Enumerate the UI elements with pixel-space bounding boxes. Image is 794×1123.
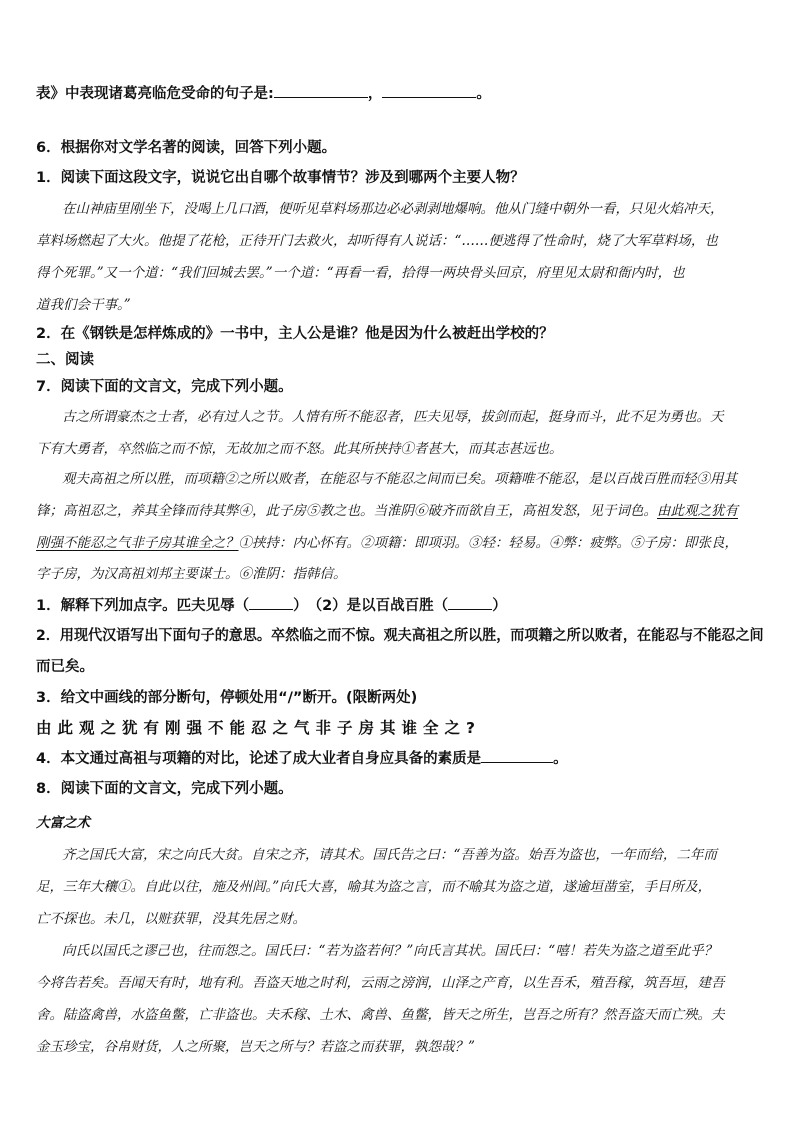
q7-passage-text: 锋；高祖忍之，养其全锋而待其弊④，此子房⑤教之也。当淮阴⑥破齐而欲自王，高祖发怒，见于词色。 (36, 503, 657, 519)
q7-title: 7．阅读下面的文言文，完成下列小题。 (36, 379, 293, 395)
q7-passage-line (36, 499, 738, 519)
q7-sub2-line: 而已矣。 (36, 659, 94, 675)
underlined-phrase: 由此观之犹有 (657, 503, 738, 519)
q5-tail-comma: ， (367, 86, 383, 102)
q7-sub3-sentence: 由此观之犹有刚强不能忍之气非子房其谁全之? (36, 719, 481, 737)
q7-passage-line (36, 531, 738, 551)
q8-passage-line: 今将告若矣。吾闻天有时，地有利。吾盗天地之时利，云雨之滂润，山泽之产育，以生吾禾，殖吾稼，筑吾垣，建吾 (36, 975, 725, 991)
q7-sub3: 3．给文中画线的部分断句，停顿处用“/”断开。(限断两处) (36, 690, 418, 706)
section-heading: 二、阅读 (36, 352, 94, 368)
q6-passage-line: 草料场燃起了大火。他提了花枪，正待开门去救火，却听得有人说话：“……便逃得了性命时，烧了大军草料场，也 (36, 233, 718, 249)
q7-sub1-text: ） （2）是以百战百胜（ (293, 598, 449, 614)
underlined-phrase: 刚强不能忍之气非子房其谁全之？ (36, 535, 239, 551)
q5-tail-text: 表》中表现诸葛亮临危受命的句子是: (36, 86, 274, 102)
answer-blank[interactable] (274, 83, 368, 98)
q8-passage-line: 齐之国氏大富，宋之向氏大贫。自宋之齐，请其术。国氏告之曰：“吾善为盗。始吾为盗也，一年而给，二年而 (62, 847, 717, 863)
q6-passage-line: 道我们会干事。” (36, 297, 131, 313)
q7-sub4 (36, 747, 568, 768)
q5-tail-end: 。 (476, 86, 491, 102)
q8-passage-line: 金玉珍宝，谷帛财货，人之所聚，岂天之所与？若盗之而获罪，孰怨哉？” (36, 1039, 475, 1055)
q7-sub2-line: 2．用现代汉语写出下面句子的意思。卒然临之而不惊。观夫高祖之所以胜，而项籍之所以败者，在能忍与不能忍之间 (36, 628, 764, 644)
answer-blank[interactable] (249, 595, 293, 610)
q7-sub1-text: ） (492, 598, 507, 614)
answer-blank[interactable] (448, 595, 492, 610)
q8-title: 8．阅读下面的文言文，完成下列小题。 (36, 781, 293, 797)
q8-heading: 大富之术 (36, 815, 90, 831)
q8-passage-line: 足，三年大穰①。自此以往，施及州闾。”向氏大喜，喻其为盗之言，而不喻其为盗之道，遂逾垣凿室，手目所及， (36, 879, 712, 895)
q6-sub2: 2．在《钢铁是怎样炼成的》一书中，主人公是谁？他是因为什么被赶出学校的？ (36, 326, 554, 342)
answer-blank[interactable] (481, 748, 553, 763)
q7-sub1 (36, 594, 507, 615)
q6-passage-line: 得个死罪。”又一个道：“我们回城去罢。”一个道：“再看一看，拾得一两块骨头回京，府里见太尉和衙内时，也 (36, 265, 685, 281)
q8-passage-line: 亡不探也。未几，以赃获罪，没其先居之财。 (36, 911, 306, 927)
q5-tail-line (36, 82, 491, 103)
q7-sub1-text: 1．解释下列加点字。匹夫见辱（ (36, 598, 250, 614)
q6-passage-line: 在山神庙里刚坐下，没喝上几口酒，便听见草料场那边必必剥剥地爆响。他从门缝中朝外一看，只见火焰冲天， (62, 201, 724, 217)
answer-blank[interactable] (382, 83, 476, 98)
q6-title: 6．根据你对文学名著的阅读，回答下列小题。 (36, 140, 337, 156)
annotation-notes: ①挟持：内心怀有。②项籍：即项羽。③轻：轻易。④弊：疲弊。⑤子房：即张良， (238, 535, 738, 551)
q7-sub4-text: 。 (553, 751, 568, 767)
q7-sub4-text: 4．本文通过高祖与项籍的对比，论述了成大业者自身应具备的素质是 (36, 751, 482, 767)
q8-passage-line: 舍。陆盗禽兽，水盗鱼鳖，亡非盗也。夫禾稼、土木、禽兽、鱼鳖，皆天之所生，岂吾之所有？然吾盗天而亡殃。夫 (36, 1007, 725, 1023)
q6-sub1: 1．阅读下面这段文字，说说它出自哪个故事情节？涉及到哪两个主要人物？ (36, 170, 525, 186)
annotation-notes: 字子房，为汉高祖刘邦主要谋士。⑥淮阴：指韩信。 (36, 566, 347, 582)
q7-passage-line: 观夫高祖之所以胜，而项籍②之所以败者，在能忍与不能忍之间而已矣。项籍唯不能忍，是以百战百胜而轻③用其 (62, 471, 737, 487)
q7-passage-line: 下有大勇者，卒然临之而不惊，无故加之而不怒。此其所挟持①者甚大，而其志甚远也。 (36, 441, 563, 457)
q8-passage-line: 向氏以国氏之谬己也，往而怨之。国氏曰：“若为盗若何？”向氏言其状。国氏曰：“嘻！若失为盗之道至此乎？ (62, 943, 718, 959)
q7-passage-line: 古之所谓豪杰之士者，必有过人之节。人情有所不能忍者，匹夫见辱，拔剑而起，挺身而斗，此不足为勇也。天 (62, 409, 724, 425)
